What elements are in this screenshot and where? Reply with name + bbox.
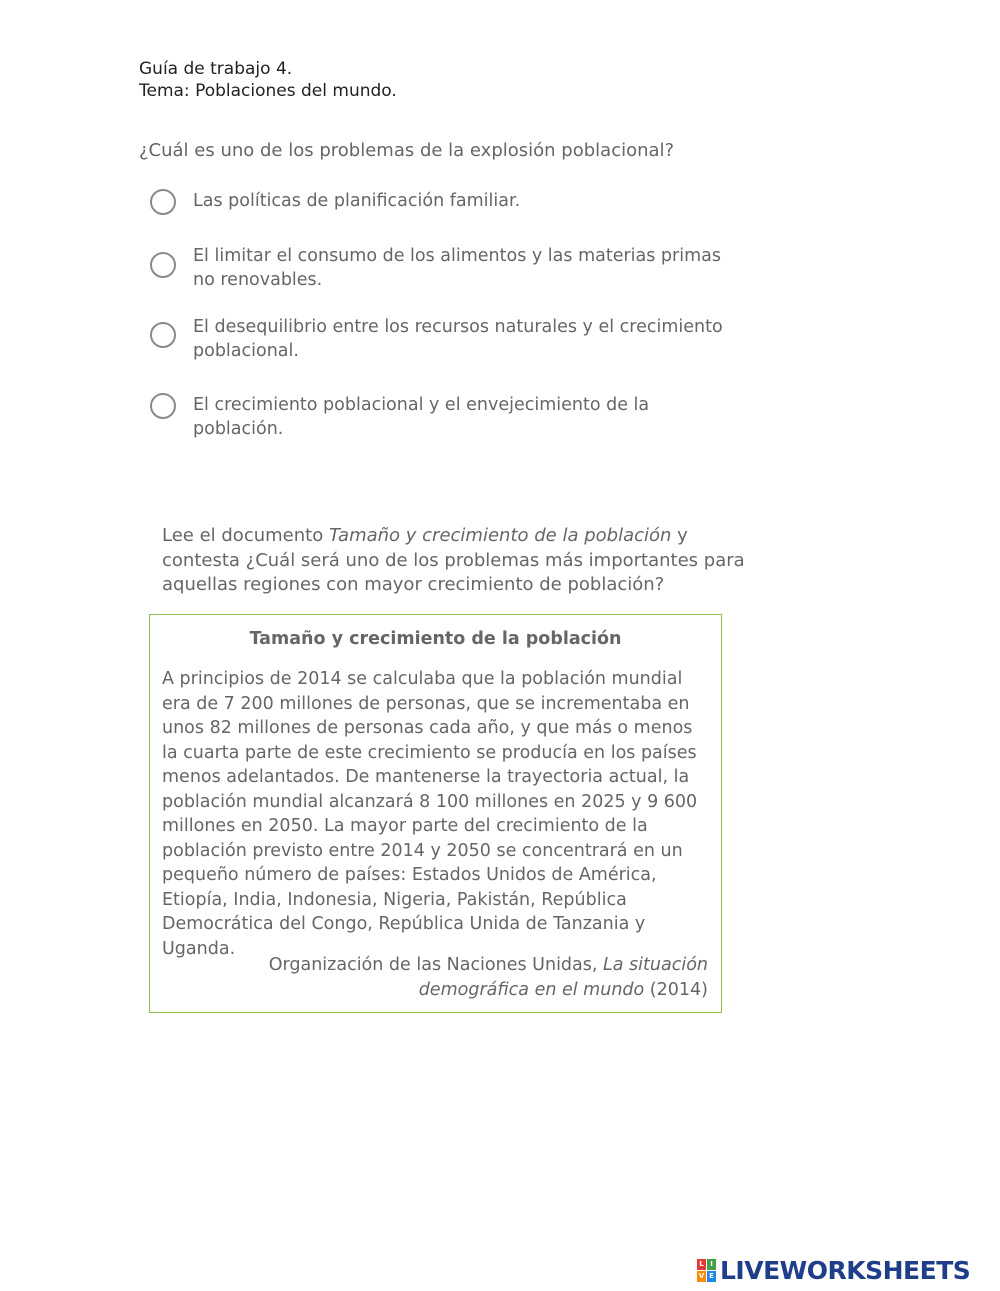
option-1[interactable] [150, 189, 750, 215]
logo-mark-letter: L [697, 1259, 706, 1270]
option-2-label: El limitar el consumo de los alimentos y las materias primas no renovables. [193, 246, 721, 290]
document-source-org: Organización de las Naciones Unidas, [268, 955, 604, 975]
document-source [248, 953, 708, 1002]
logo-mark-icon [697, 1259, 716, 1282]
document-box [149, 614, 722, 1013]
worksheet-topic: Tema: Poblaciones del mundo. [139, 81, 397, 101]
option-4[interactable] [150, 393, 750, 441]
worksheet-number: Guía de trabajo 4. [139, 59, 293, 79]
radio-button-option-1[interactable] [150, 189, 176, 215]
option-3[interactable] [150, 315, 750, 363]
option-1-label: Las políticas de planificación familiar. [193, 191, 521, 211]
logo-text: LIVEWORKSHEETS [720, 1256, 971, 1285]
question-2-suffix: y contesta ¿Cuál será uno de los problemas más importantes para aquellas regiones con mayor crecimiento de población? [162, 525, 745, 595]
question-2-prefix: Lee el documento [162, 525, 329, 546]
document-source-title: La situación demográfica en el mundo [418, 955, 708, 1000]
option-4-label: El crecimiento poblacional y el envejecimiento de la población. [193, 395, 650, 439]
radio-button-option-3[interactable] [150, 322, 176, 348]
radio-button-option-4[interactable] [150, 393, 176, 419]
logo-mark-letter: E [707, 1271, 716, 1282]
logo-mark-letter: I [707, 1259, 716, 1270]
question-2-text [162, 524, 752, 598]
radio-button-option-2[interactable] [150, 252, 176, 278]
option-3-label: El desequilibrio entre los recursos naturales y el crecimiento poblacional. [193, 317, 723, 361]
document-source-year: (2014) [644, 979, 708, 1000]
worksheet-header [139, 58, 397, 102]
document-body: A principios de 2014 se calculaba que la población mundial era de 7 200 millones de personas, que se incrementaba en unos 82 millones de personas cada año, y que más o menos la cuarta parte de este crecimiento se producía en los países menos adelantados. De mantenerse la trayectoria actual, la población mundial alcanzará 8 100 millones en 2025 y 9 600 millones en 2050. La mayor parte del crecimiento de la población previsto entre 2014 y 2050 se concentrará en un pequeño número de países: Estados Unidos de América, Etiopía, India, Indonesia, Nigeria, Pakistán, República Democrática del Congo, República Unida de Tanzania y Uganda. [162, 669, 698, 959]
document-title: Tamaño y crecimiento de la población [249, 629, 622, 649]
question-2-doc-name: Tamaño y crecimiento de la población [328, 525, 672, 546]
liveworksheets-logo [697, 1256, 970, 1285]
logo-mark-letter: V [698, 1272, 705, 1280]
option-2[interactable] [150, 244, 750, 292]
question-1-text: ¿Cuál es uno de los problemas de la explosión poblacional? [139, 140, 675, 161]
